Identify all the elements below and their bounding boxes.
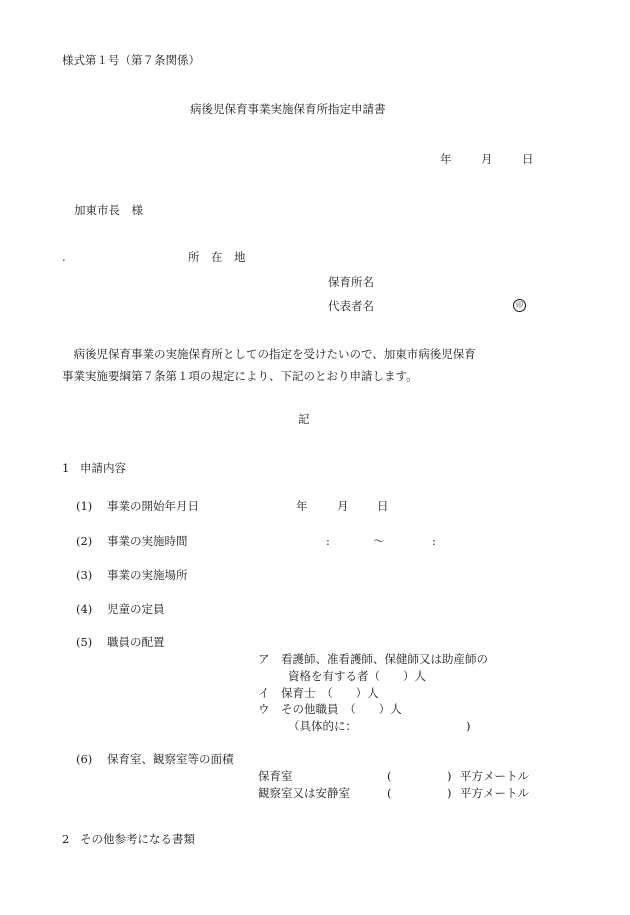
date-year: 年 (440, 152, 452, 166)
item-1-day: 日 (377, 499, 389, 513)
item-1-num: (1) (76, 499, 93, 513)
form-label: 様式第１号（第７条関係） (62, 53, 200, 67)
staff-line-a2: 資格を有する者（ ）人 (288, 669, 426, 683)
item-2-tilde: 〜 (373, 534, 385, 548)
item-6-num: (6) (76, 752, 93, 766)
item-3-num: (3) (76, 568, 93, 582)
stray-dot: . (62, 250, 66, 264)
section1-title: 申請内容 (80, 461, 126, 475)
item-5-num: (5) (76, 635, 93, 649)
room-2-open: ( (387, 786, 392, 800)
room-2-unit: 平方メートル (460, 786, 529, 800)
section2-title: その他参考になる書類 (80, 832, 195, 846)
item-5-label: 職員の配置 (107, 635, 165, 649)
item-2-num: (2) (76, 534, 93, 548)
staff-line-detail: （具体的に： (288, 719, 357, 733)
room-1-unit: 平方メートル (460, 769, 529, 783)
staff-line-detail-close: ) (466, 719, 471, 733)
nursery-name-label: 保育所名 (328, 275, 374, 289)
addressee: 加東市長 様 (74, 203, 143, 217)
staff-line-i: イ 保育士 （ ）人 (258, 686, 379, 700)
representative-label: 代表者名 (328, 299, 374, 313)
item-1-label: 事業の開始年月日 (107, 499, 199, 513)
room-1-name: 保育室 (258, 769, 293, 783)
document-title: 病後児保育事業実施保育所指定申請書 (190, 102, 386, 116)
item-2-end-colon: : (432, 534, 436, 548)
date-day: 日 (522, 152, 534, 166)
body-line-1: 病後児保育事業の実施保育所としての指定を受けたいので、加東市病後児保育 (62, 347, 476, 361)
room-2-close: ) (447, 786, 452, 800)
item-4-num: (4) (76, 602, 93, 616)
item-2-label: 事業の実施時間 (107, 534, 188, 548)
room-1-close: ) (447, 769, 452, 783)
seal-mark: 印 (513, 299, 526, 312)
item-1-month: 月 (337, 499, 349, 513)
item-1-year: 年 (296, 499, 308, 513)
body-line-2: 事業実施要綱第７条第１項の規定により、下記のとおり申請します。 (62, 369, 418, 383)
room-1-open: ( (387, 769, 392, 783)
item-6-label: 保育室、観察室等の面積 (107, 752, 234, 766)
room-2-name: 観察室又は安静室 (258, 786, 350, 800)
section1-number: 1 (62, 461, 70, 475)
staff-line-a: ア 看護師、准看護師、保健師又は助産師の (258, 652, 488, 666)
address-label: 所 在 地 (188, 250, 246, 264)
item-2-start-colon: : (326, 534, 330, 548)
date-month: 月 (481, 152, 493, 166)
item-4-label: 児童の定員 (107, 602, 165, 616)
ki-heading: 記 (298, 412, 310, 426)
section2-number: 2 (62, 832, 70, 846)
item-3-label: 事業の実施場所 (107, 568, 188, 582)
staff-line-u: ウ その他職員 （ ）人 (258, 702, 402, 716)
